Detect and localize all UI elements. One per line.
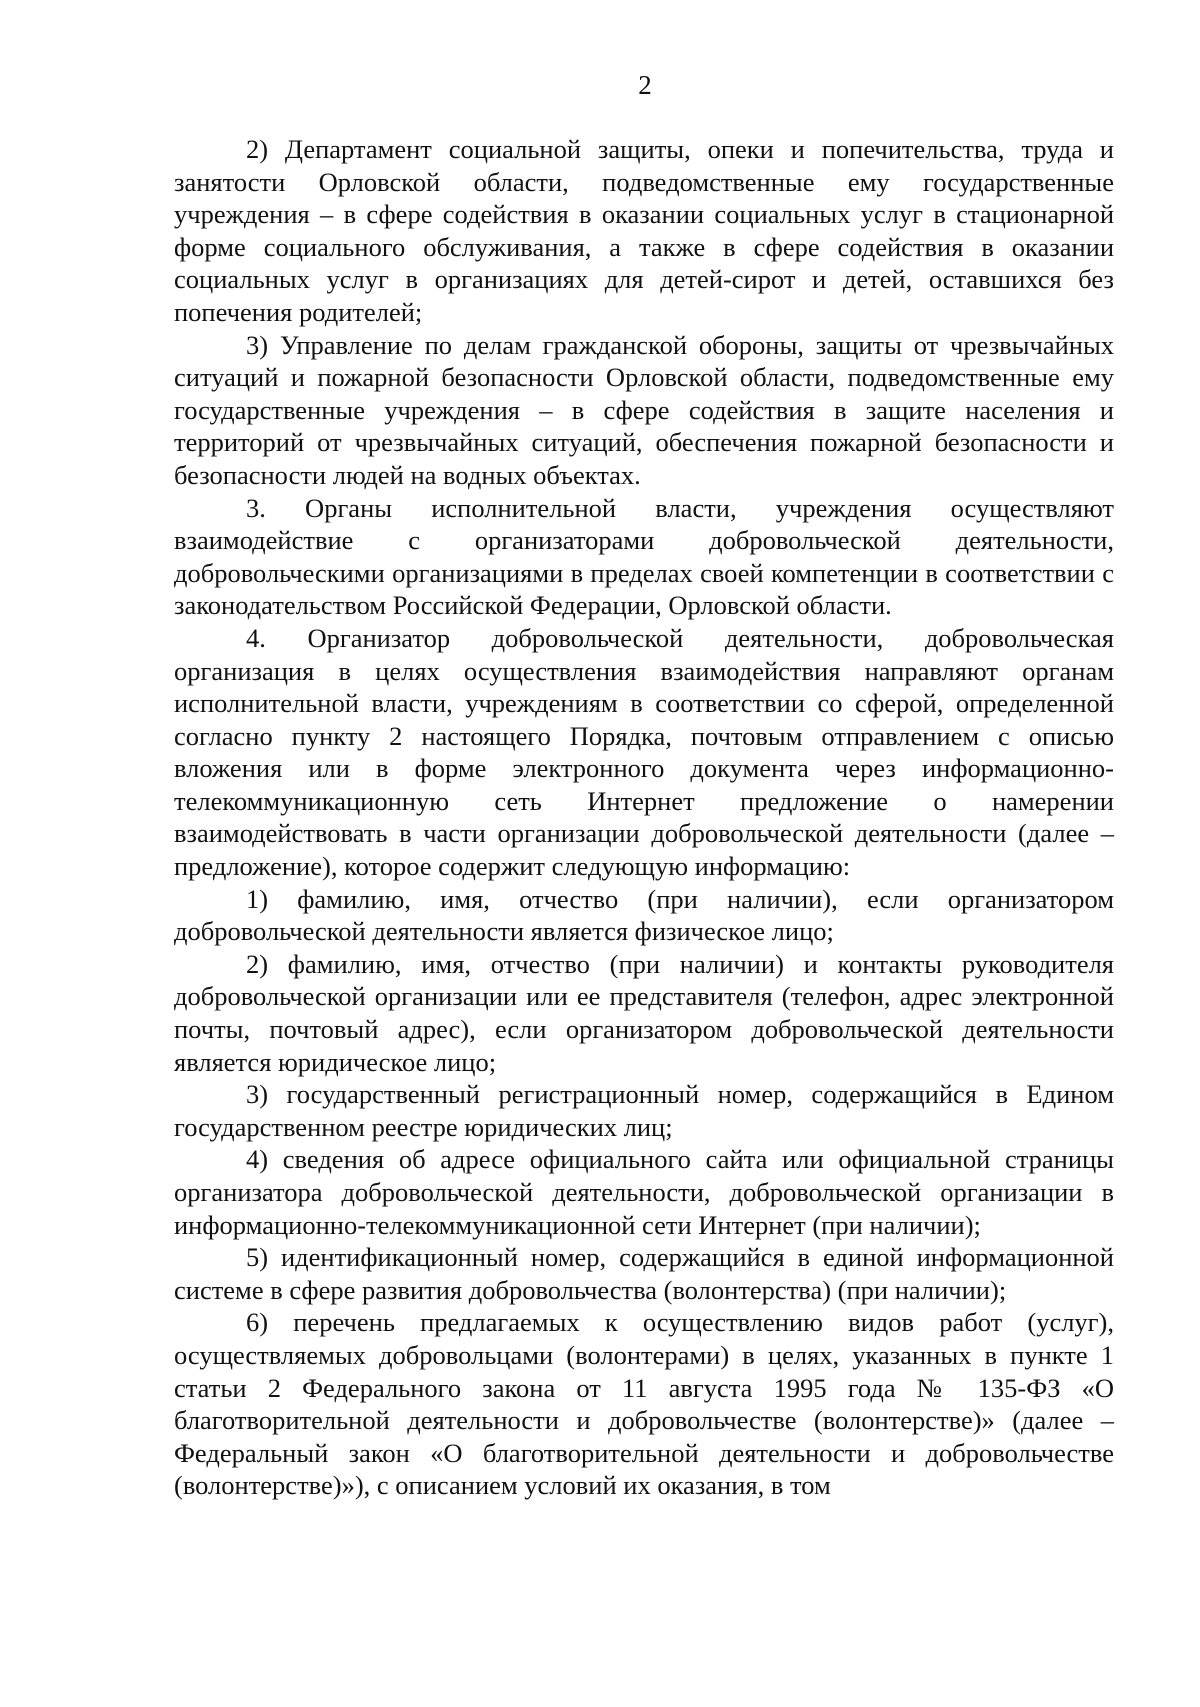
paragraph-item-3-civil-defense: 3) Управление по делам гражданской обороны, защиты от чрезвычайных ситуаций и пожарной безопасности Орловской области, подведомственные ему государственные учреждения – в сфере содействия в защите населения и территорий от чрезвычайных ситуаций, обеспечения пожарной безопасности и безопасности людей на водных объектах. xyxy=(174,329,1114,490)
paragraph-subitem-2: 2) фамилию, имя, отчество (при наличии) и контакты руководителя добровольческой организации или ее представителя (телефон, адрес электронной почты, почтовый адрес), если организатором добровольческой деятельности является юридическое лицо; xyxy=(174,948,1114,1077)
paragraph-subitem-5: 5) идентификационный номер, содержащийся в единой информационной системе в сфере развития добровольчества (волонтерства) (при наличии); xyxy=(174,1242,1114,1305)
paragraph-subitem-4: 4) сведения об адресе официального сайта или официальной страницы организатора добровольческой деятельности, добровольческой организации в информационно-телекоммуникационной сети Интернет (при наличии); xyxy=(174,1144,1114,1240)
paragraph-clause-3: 3. Органы исполнительной власти, учреждения осуществляют взаимодействие с организаторами добровольческой деятельности, добровольческими организациями в пределах своей компетенции в соответствии с законодательством Российской Федерации, Орловской области. xyxy=(174,492,1114,621)
paragraph-subitem-6: 6) перечень предлагаемых к осуществлению видов работ (услуг), осуществляемых добровольцами (волонтерами) в целях, указанных в пункте 1 статьи 2 Федерального закона от 11 августа 1995 года № 135-ФЗ «О благотворительной деятельности и добровольчестве (волонтерстве)» (далее – Федеральный закон «О благотворительной деятельности и добровольчестве (волонтерстве)»), с описанием условий их оказания, в том xyxy=(174,1307,1114,1501)
paragraph-subitem-1: 1) фамилию, имя, отчество (при наличии), если организатором добровольческой деятельности является физическое лицо; xyxy=(174,883,1114,947)
paragraph-subitem-3: 3) государственный регистрационный номер, содержащийся в Едином государственном реестре юридических лиц; xyxy=(174,1079,1114,1142)
document-body xyxy=(174,133,1114,1502)
paragraph-item-2-social-protection: 2) Департамент социальной защиты, опеки и попечительства, труда и занятости Орловской области, подведомственные ему государственные учреждения – в сфере содействия в оказании социальных услуг в стационарной форме социального обслуживания, а также в сфере содействия в оказании социальных услуг в организациях для детей-сирот и детей, оставшихся без попечения родителей; xyxy=(174,134,1114,327)
paragraph-clause-4: 4. Организатор добровольческой деятельности, добровольческая организация в целях осуществления взаимодействия направляют органам исполнительной власти, учреждениям в соответствии со сферой, определенной согласно пункту 2 настоящего Порядка, почтовым отправлением с описью вложения или в форме электронного документа через информационно-телекоммуникационную сеть Интернет предложение о намерении взаимодействовать в части организации добровольческой деятельности (далее – предложение), которое содержит следующую информацию: xyxy=(174,622,1114,882)
page-number: 2 xyxy=(638,70,652,100)
